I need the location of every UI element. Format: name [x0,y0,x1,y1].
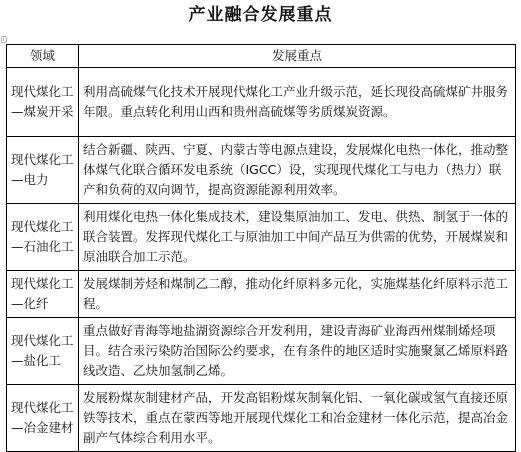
focus-cell: 利用煤化电热一体化集成技术，建设集原油加工、发电、供热、制氢于一体的联合装置。发挥现代煤化工与原油加工中间产品互为供需的优势，开展煤炭和原油联合加工示范。 [79,204,516,271]
header-field: 领域 [7,45,79,68]
table-row [7,385,516,452]
field-cell: 现代煤化工—化纤 [7,271,79,318]
focus-cell: 发展煤制芳烃和煤制乙二醇，推动化纤原料多元化，实施煤基化纤原料示范工程。 [79,271,516,318]
table-row [7,318,516,385]
table-row [7,271,516,318]
table-anchor-icon [1,36,7,43]
field-cell: 现代煤化工—石油化工 [7,204,79,271]
table-row [7,204,516,271]
focus-cell: 利用高硫煤气化技术开展现代煤化工产业升级示范，延长现役高硫煤矿井服务年限。重点转化利用山西和贵州高硫煤等劣质煤炭资源。 [79,68,516,137]
focus-cell: 结合新疆、陕西、宁夏、内蒙古等电源点建设，发展煤化电热一体化，推动整体煤气化联合循环发电系统（IGCC）设，实现现代煤化工与电力（热力）联产和负荷的双向调节，提高资源能源利用效率。 [79,137,516,204]
focus-cell: 发展粉煤灰制建材产品，开发高铝粉煤灰制氧化铝、一氧化碳或氢气直接还原铁等技术，重点在蒙西等地开展现代煤化工和冶金建材一体化示范，提高冶金副产气体综合利用水平。 [79,385,516,452]
field-cell: 现代煤化工—煤炭开采 [7,68,79,137]
field-cell: 现代煤化工—电力 [7,137,79,204]
field-cell: 现代煤化工—盐化工 [7,318,79,385]
focus-cell: 重点做好青海等地盐湖资源综合开发利用，建设青海矿业海西州煤制烯烃项目。结合汞污染防治国际公约要求，在有条件的地区适时实施聚氯乙烯原料路线改造、乙炔加氢制乙烯。 [79,318,516,385]
table-row [7,137,516,204]
field-cell: 现代煤化工—冶金建材 [7,385,79,452]
page-title: 产业融合发展重点 [188,5,333,25]
development-focus-table [6,44,516,452]
table-header-row [7,45,516,68]
header-focus: 发展重点 [79,45,516,68]
table-row [7,68,516,137]
